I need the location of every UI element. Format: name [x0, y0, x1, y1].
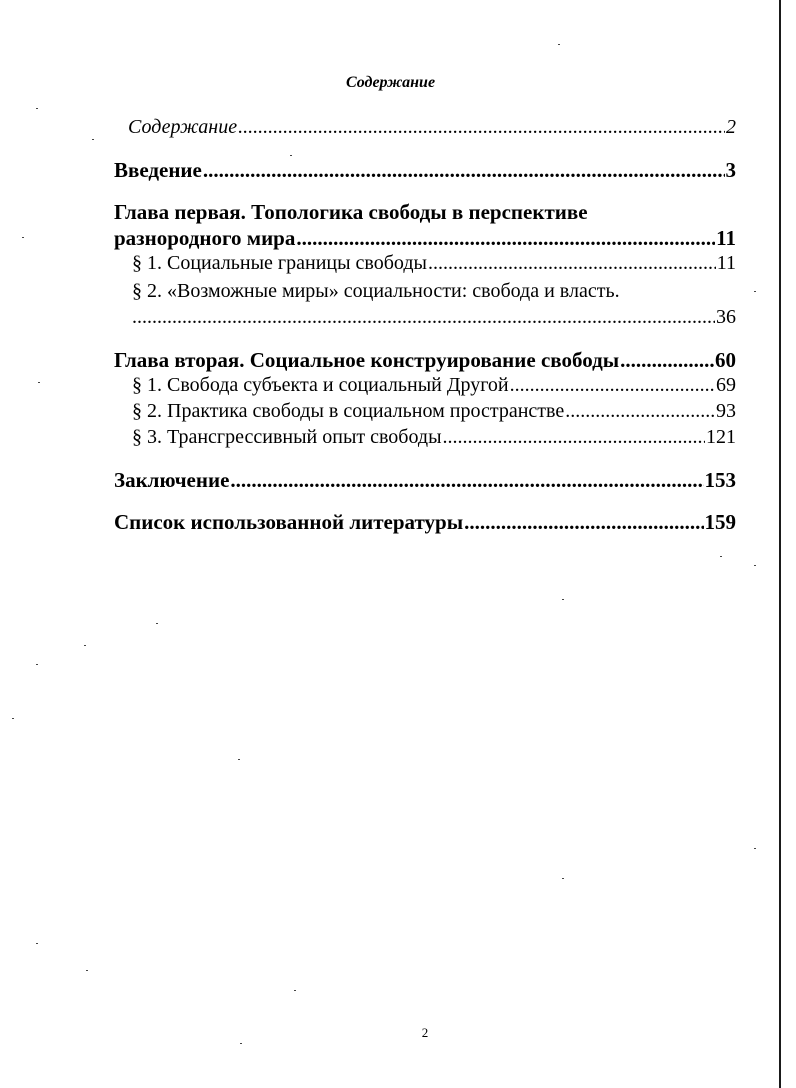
toc-chapter1-title-line1[interactable]: Глава первая. Топологика свободы в перспективе: [114, 200, 588, 224]
toc-page-number: 159: [704, 510, 736, 534]
toc-leader-dots: [238, 116, 725, 139]
toc-entry-ch2-section3[interactable]: [132, 426, 736, 449]
toc-page-number: 36: [716, 306, 736, 328]
scan-speck: [562, 599, 564, 600]
page-title: Содержание: [345, 74, 436, 91]
toc-leader-dots: [230, 468, 703, 493]
toc-entry-label: § 1. Социальные границы свободы: [132, 252, 427, 274]
scan-speck: [92, 139, 94, 140]
toc-page-number: 11: [716, 226, 736, 250]
page-number: 2: [421, 1025, 429, 1040]
toc-leader-dots: [296, 226, 715, 251]
toc-page-number: 153: [704, 468, 736, 492]
toc-leader-dots: [203, 158, 725, 183]
toc-leader-dots: [464, 510, 703, 535]
toc-leader-dots: [565, 400, 715, 423]
toc-page-number: 69: [716, 374, 736, 396]
toc-entry-label: § 1. Свобода субъекта и социальный Другой: [132, 374, 509, 396]
toc-leader-dots: [428, 252, 716, 275]
toc-entry-ch1-section2[interactable]: [132, 306, 736, 329]
scan-speck: [36, 664, 38, 665]
scan-speck: [754, 291, 756, 292]
scan-speck: [156, 623, 158, 624]
scan-speck: [562, 878, 564, 879]
scan-speck: [240, 1043, 242, 1044]
scan-speck: [754, 565, 756, 566]
toc-entry-label: Содержание: [128, 116, 238, 138]
scan-speck: [36, 108, 38, 109]
toc-entry-label: разнородного мира: [114, 226, 296, 250]
scan-speck: [84, 645, 86, 646]
scan-speck: [22, 237, 24, 238]
toc-entry-ch1-section2-title[interactable]: § 2. «Возможные миры» социальности: свобода и власть.: [132, 280, 620, 302]
scan-speck: [290, 155, 292, 156]
toc-entry-label: Список использованной литературы: [114, 510, 464, 534]
toc-entry-contents[interactable]: [128, 116, 736, 139]
toc-entry-chapter2[interactable]: [114, 348, 736, 373]
toc-entry-label: Глава вторая. Социальное конструирование свободы: [114, 348, 620, 372]
toc-entry-introduction[interactable]: [114, 158, 736, 183]
toc-leader-dots: [132, 306, 715, 329]
scan-speck: [720, 556, 722, 557]
toc-entry-conclusion[interactable]: [114, 468, 736, 493]
scan-speck: [558, 44, 560, 45]
toc-entry-label: § 3. Трансгрессивный опыт свободы: [132, 426, 442, 448]
toc-entry-ch1-section1[interactable]: [132, 252, 736, 275]
toc-page-number: 2: [726, 116, 736, 138]
toc-page-number: 11: [716, 252, 736, 274]
toc-page-number: 93: [716, 400, 736, 422]
toc-entry-ch2-section2[interactable]: [132, 400, 736, 423]
toc-leader-dots: [443, 426, 705, 449]
scan-speck: [754, 848, 756, 849]
toc-leader-dots: [620, 348, 714, 373]
toc-entry-label: Введение: [114, 158, 202, 182]
scan-speck: [38, 382, 40, 383]
toc-entry-ch2-section1[interactable]: [132, 374, 736, 397]
scan-speck: [86, 970, 88, 971]
toc-entry-references[interactable]: [114, 510, 736, 535]
scan-speck: [12, 718, 14, 719]
toc-entry-chapter1[interactable]: [114, 226, 736, 251]
scan-speck: [36, 943, 38, 944]
toc-page-number: 60: [715, 348, 736, 372]
toc-page-number: 3: [725, 158, 736, 182]
toc-entry-label: Заключение: [114, 468, 230, 492]
scan-speck: [238, 759, 240, 760]
toc-entry-label: § 2. Практика свободы в социальном пространстве: [132, 400, 565, 422]
scan-speck: [294, 990, 296, 991]
toc-leader-dots: [510, 374, 715, 397]
toc-page-number: 121: [706, 426, 736, 448]
